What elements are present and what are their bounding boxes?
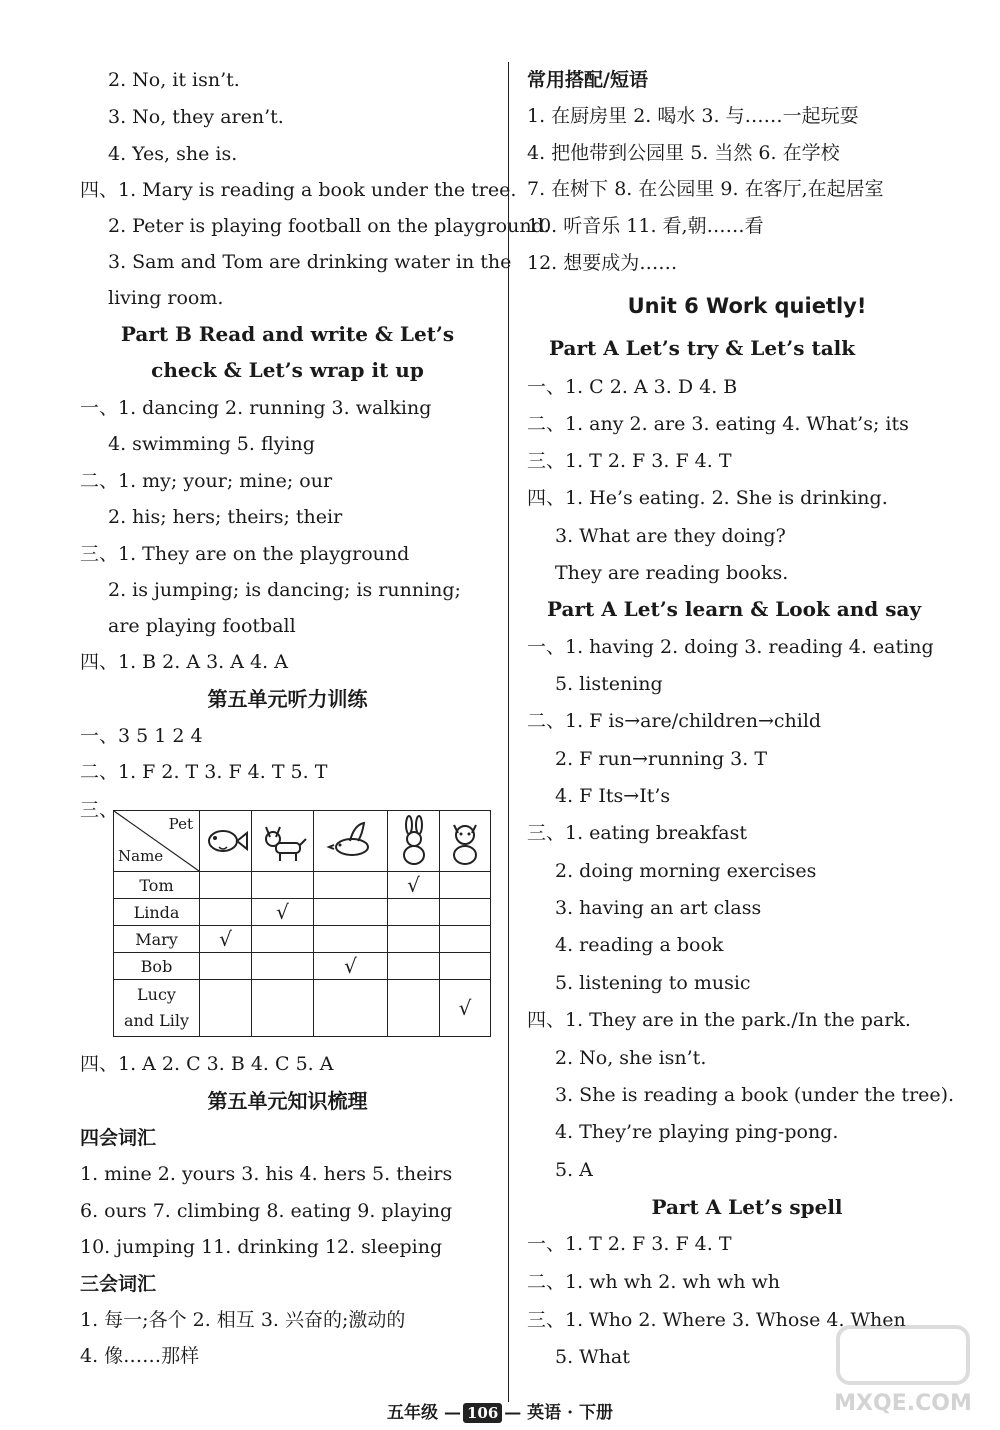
page-number: 106 [463,1403,502,1423]
table-row [114,980,491,1037]
check-cell [252,872,314,899]
answer-line: 4. swimming 5. flying [108,433,315,455]
answer-line: 2. No, it isn’t. [108,69,240,91]
answer-line: 三、1. T 2. F 3. F 4. T [527,450,732,472]
check-cell [388,899,440,926]
subsection-heading: 四会词汇 [80,1127,157,1149]
answer-line: 四、1. He’s eating. 2. She is drinking. [527,487,888,509]
check-cell [440,872,491,899]
row-name: Bob [114,953,200,980]
row-name: Lucy and Lily [114,980,200,1037]
answer-line: 四、1. Mary is reading a book under the tree. [80,179,517,201]
check-cell [314,926,388,953]
answer-line: 一、1. dancing 2. running 3. walking [80,397,432,419]
check-cell [388,926,440,953]
answer-line: 2. doing morning exercises [555,860,817,882]
answer-line: 3. No, they aren’t. [108,106,284,128]
answer-line: living room. [108,287,224,309]
check-cell [252,953,314,980]
cat-icon [440,811,491,872]
answer-line: 四、1. They are in the park./In the park. [527,1009,911,1031]
answer-line: 5. What [555,1346,630,1368]
check-cell [200,980,252,1037]
answer-line: 2. No, she isn’t. [555,1047,707,1069]
answer-line: 二、1. any 2. are 3. eating 4. What’s; its [527,413,909,435]
rabbit-icon [388,811,440,872]
check-cell: √ [252,899,314,926]
row-name: Tom [114,872,200,899]
section-heading: Part A Let’s learn & Look and say [547,597,922,621]
answer-line: 1. 每一;各个 2. 相互 3. 兴奋的;激动的 [80,1309,406,1331]
check-cell [440,953,491,980]
check-cell [388,953,440,980]
header-diagonal-cell [114,811,200,872]
answer-line: 3. Sam and Tom are drinking water in the [108,251,512,273]
footer-grade: 五年级 — [387,1403,461,1423]
unit-title: Unit 6 Work quietly! [627,294,867,318]
fish-icon [200,811,252,872]
check-cell [388,980,440,1037]
section-heading: check & Let’s wrap it up [151,358,424,382]
check-cell [200,872,252,899]
answer-line: 四、1. A 2. C 3. B 4. C 5. A [80,1053,334,1075]
check-cell [252,980,314,1037]
check-cell [440,899,491,926]
answer-line: 3. What are they doing? [555,525,786,547]
row-name: Linda [114,899,200,926]
answer-line: 一、1. T 2. F 3. F 4. T [527,1233,732,1255]
check-cell: √ [314,953,388,980]
section-heading: 第五单元知识梳理 [207,1089,368,1113]
check-cell: √ [440,980,491,1037]
answer-line: 4. They’re playing ping-pong. [555,1121,839,1143]
section-heading: 第五单元听力训练 [207,687,368,711]
watermark-text: MXQE.COM [834,1391,972,1416]
watermark-logo [818,1321,988,1416]
table-row [114,926,491,953]
answer-line: 四、1. B 2. A 3. A 4. A [80,651,288,673]
answer-line: 10. jumping 11. drinking 12. sleeping [80,1236,443,1258]
section-heading: Part A Let’s spell [651,1195,843,1219]
answer-line: 1. mine 2. yours 3. his 4. hers 5. theirs [80,1163,453,1185]
answer-line: 12. 想要成为…… [527,252,678,274]
answer-line: 7. 在树下 8. 在公园里 9. 在客厅,在起居室 [527,178,884,200]
answer-line: 4. 像……那样 [80,1345,200,1367]
check-cell [314,872,388,899]
answer-line: 4. F Its→It’s [555,785,671,807]
footer-subject: — 英语 · 下册 [504,1403,613,1423]
check-cell [440,926,491,953]
row-name: Mary [114,926,200,953]
answer-line: 4. Yes, she is. [108,143,238,165]
answer-line: 2. is jumping; is dancing; is running; [108,579,461,601]
answer-line: They are reading books. [555,562,789,584]
pet-header-label: Pet [168,815,193,833]
answer-line: 一、1. having 2. doing 3. reading 4. eating [527,636,934,658]
answer-line: 5. listening [555,673,663,695]
answer-line: 3. having an art class [555,897,762,919]
answer-line: 1. 在厨房里 2. 喝水 3. 与……一起玩耍 [527,105,859,127]
name-header-label: Name [118,847,164,865]
answer-line: 一、1. C 2. A 3. D 4. B [527,376,738,398]
table-row [114,953,491,980]
table-header-row [114,811,491,872]
bird-icon [314,811,388,872]
pet-table [113,810,491,1037]
table-row [114,899,491,926]
section-heading: Part A Let’s try & Let’s talk [549,336,856,360]
answer-line: 4. 把他带到公园里 5. 当然 6. 在学校 [527,142,840,164]
answer-line: 三、1. eating breakfast [527,822,747,844]
answer-line: 5. listening to music [555,972,751,994]
answer-line: 3. She is reading a book (under the tree). [555,1084,955,1106]
answer-line: 2. his; hers; theirs; their [108,506,343,528]
answer-line: 二、1. F 2. T 3. F 4. T 5. T [80,761,328,783]
answer-line: are playing football [108,615,296,637]
subsection-heading: 常用搭配/短语 [527,69,648,91]
section-heading: Part B Read and write & Let’s [120,322,455,346]
check-cell [314,899,388,926]
answer-line: 二、1. F is→are/children→child [527,710,822,732]
check-cell [200,899,252,926]
answer-line: 10. 听音乐 11. 看,朝……看 [527,215,764,237]
answer-line: 三、1. Who 2. Where 3. Whose 4. When [527,1309,906,1331]
answer-line: 2. F run→running 3. T [555,748,768,770]
answer-line: 4. reading a book [555,934,724,956]
check-cell: √ [200,926,252,953]
answer-line: 5. A [555,1159,593,1181]
answer-line: 一、3 5 1 2 4 [80,725,203,747]
answer-line: 三、 [80,799,119,821]
answer-line: 三、1. They are on the playground [80,543,410,565]
answer-line: 2. Peter is playing football on the playground. [108,215,550,237]
check-cell [314,980,388,1037]
check-cell [200,953,252,980]
check-cell: √ [388,872,440,899]
dog-icon [252,811,314,872]
check-cell [252,926,314,953]
answer-line: 6. ours 7. climbing 8. eating 9. playing [80,1200,453,1222]
table-row [114,872,491,899]
subsection-heading: 三会词汇 [80,1273,157,1295]
answer-line: 二、1. my; your; mine; our [80,470,333,492]
answer-line: 二、1. wh wh 2. wh wh wh [527,1271,780,1293]
